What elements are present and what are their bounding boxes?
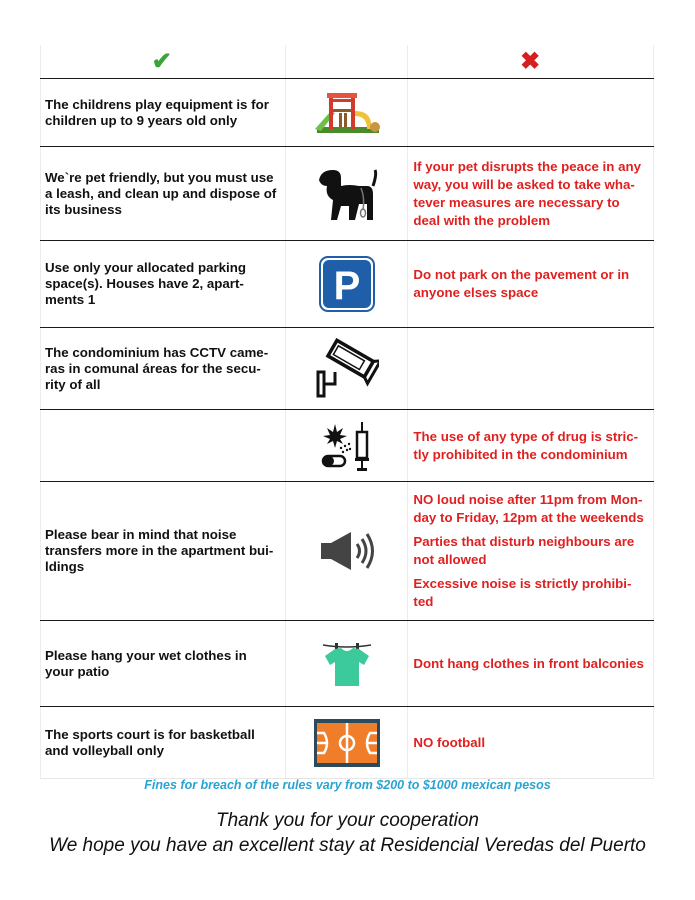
- forbidden-text: Parties that disturb neighbours are not allowed: [413, 534, 635, 567]
- table-row: [40, 79, 654, 147]
- thank-you-message: [0, 808, 695, 858]
- allowed-text: [40, 410, 286, 481]
- cctv-camera-icon: [315, 338, 379, 400]
- allowed-text: We`re pet friendly, but you must use a leash, and clean up and dispose of its business: [40, 147, 286, 240]
- table-row: [40, 410, 654, 482]
- table-row: [40, 621, 654, 707]
- fines-note: Fines for breach of the rules vary from $200 to $1000 mexican pesos: [144, 778, 551, 792]
- table-header: [40, 45, 654, 79]
- parking-icon: [319, 256, 375, 312]
- forbidden-text: NO football: [413, 734, 486, 750]
- cross-icon: ✖: [520, 47, 541, 75]
- forbidden-text: If your pet disrupts the peace in any way, you will be asked to take wha-tever measures are necessary to deal with the problem: [413, 158, 641, 228]
- allowed-text: The sports court is for basketball and volleyball only: [40, 707, 286, 778]
- playground-icon: [311, 89, 383, 137]
- allowed-text: The childrens play equipment is for children up to 9 years old only: [40, 79, 286, 146]
- allowed-text: Use only your allocated parking space(s). Houses have 2, apart-ments 1: [40, 241, 286, 327]
- sports-court-icon: [314, 719, 380, 767]
- check-icon: ✔: [151, 47, 172, 75]
- table-row: [40, 707, 654, 779]
- forbidden-text: NO loud noise after 11pm from Mon-day to Friday, 12pm at the weekends: [413, 492, 644, 525]
- table-row: [40, 328, 654, 410]
- forbidden-text: Do not park on the pavement or in anyone elses space: [413, 267, 630, 300]
- allowed-text: The condominium has CCTV came-ras in comunal áreas for the secu-rity of all: [40, 328, 286, 409]
- speaker-icon: [317, 528, 377, 574]
- table-row: [40, 147, 654, 241]
- table-row: [40, 482, 654, 621]
- forbidden-text: The use of any type of drug is stric-tly prohibited in the condominium: [413, 428, 639, 462]
- thanks-line-1: Thank you for your cooperation: [216, 810, 479, 831]
- parking-letter: P: [333, 264, 360, 308]
- table-row: [40, 241, 654, 328]
- forbidden-text: Excessive noise is strictly prohibi-ted: [413, 576, 632, 609]
- tshirt-icon: [321, 640, 373, 688]
- thanks-line-2: We hope you have an excellent stay at Residencial Veredas del Puerto: [49, 835, 646, 856]
- allowed-text: Please hang your wet clothes in your patio: [40, 621, 286, 706]
- drugs-icon: [319, 420, 375, 472]
- allowed-text: Please bear in mind that noise transfers more in the apartment bui-ldings: [40, 482, 286, 620]
- rules-table: [40, 45, 654, 779]
- dog-leash-icon: [315, 164, 379, 224]
- forbidden-text: Dont hang clothes in front balconies: [413, 655, 644, 671]
